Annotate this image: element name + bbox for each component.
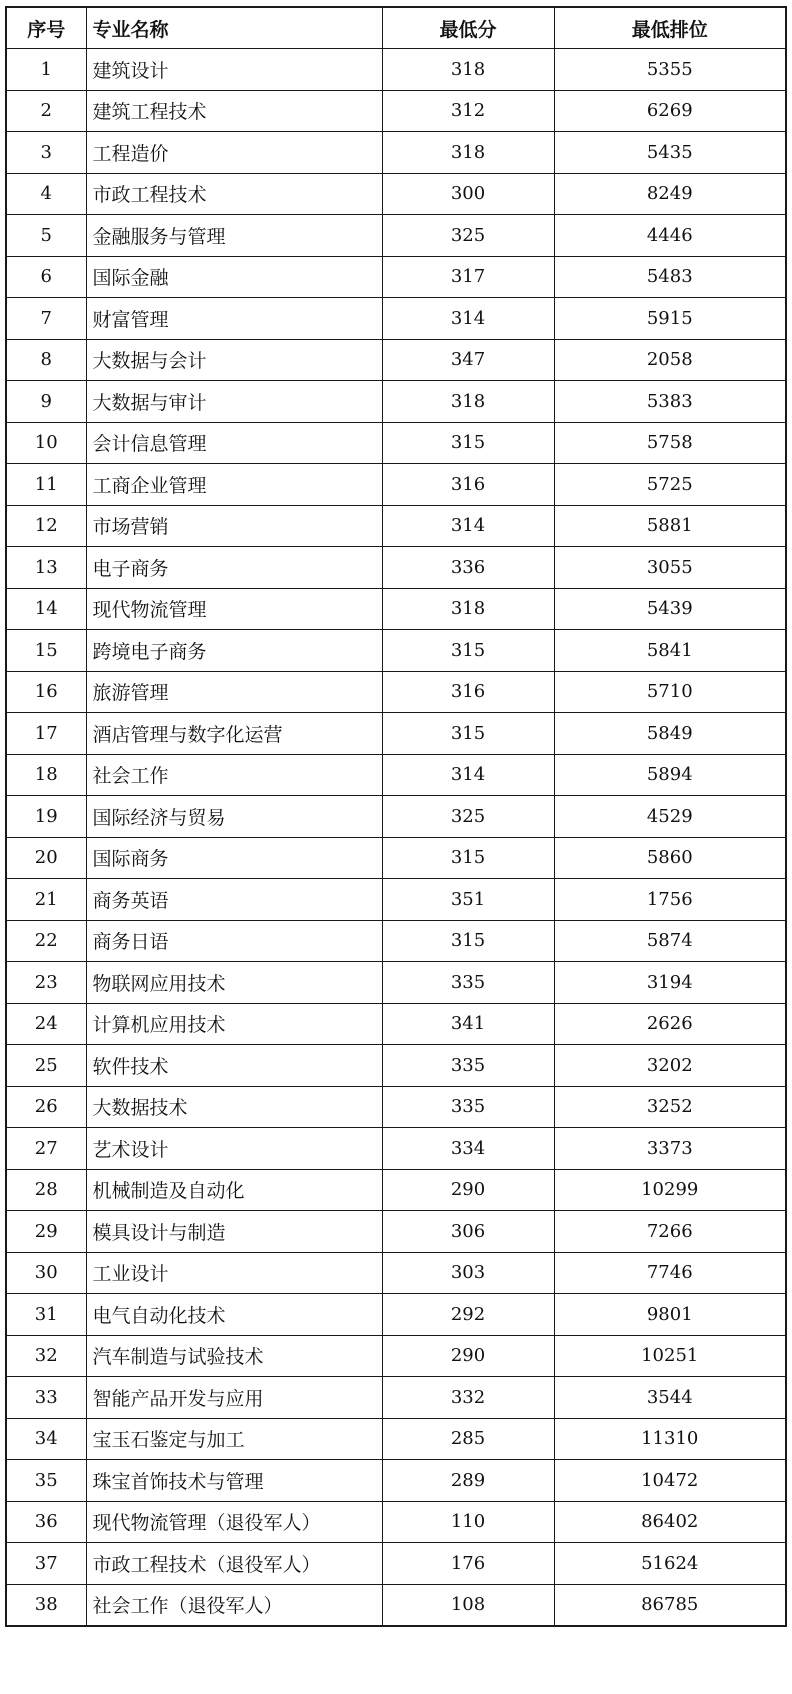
row-major-name-cell: 计算机应用技术 (86, 1003, 382, 1045)
row-min-rank-cell: 3202 (554, 1045, 786, 1087)
row-min-score-cell: 316 (382, 464, 554, 506)
row-index-cell: 16 (6, 671, 86, 713)
row-index-cell: 22 (6, 920, 86, 962)
table-row (6, 298, 786, 340)
row-major-name-cell: 市政工程技术（退役军人） (86, 1543, 382, 1585)
row-min-rank-cell: 7746 (554, 1252, 786, 1294)
row-index-cell: 33 (6, 1377, 86, 1419)
row-major-name-cell: 国际经济与贸易 (86, 796, 382, 838)
table-row (6, 1418, 786, 1460)
row-min-rank-cell: 3055 (554, 547, 786, 589)
admission-score-table (5, 6, 787, 1627)
row-min-score-cell: 332 (382, 1377, 554, 1419)
row-index-cell: 5 (6, 215, 86, 257)
table-row (6, 962, 786, 1004)
row-min-rank-cell: 86785 (554, 1584, 786, 1626)
row-min-rank-cell: 5915 (554, 298, 786, 340)
table-row (6, 381, 786, 423)
row-min-score-cell: 335 (382, 962, 554, 1004)
row-index-cell: 15 (6, 630, 86, 672)
row-major-name-cell: 建筑设计 (86, 49, 382, 91)
row-min-score-cell: 316 (382, 671, 554, 713)
row-min-rank-cell: 5881 (554, 505, 786, 547)
table-row (6, 1045, 786, 1087)
row-min-rank-cell: 2626 (554, 1003, 786, 1045)
row-major-name-cell: 国际商务 (86, 837, 382, 879)
row-major-name-cell: 财富管理 (86, 298, 382, 340)
row-min-score-cell: 315 (382, 630, 554, 672)
row-min-rank-cell: 10251 (554, 1335, 786, 1377)
row-index-cell: 11 (6, 464, 86, 506)
row-major-name-cell: 市政工程技术 (86, 173, 382, 215)
admission-score-table-wrapper (5, 6, 785, 1627)
row-min-score-cell: 325 (382, 215, 554, 257)
row-min-score-cell: 292 (382, 1294, 554, 1336)
table-row (6, 1543, 786, 1585)
row-index-cell: 24 (6, 1003, 86, 1045)
row-min-rank-cell: 9801 (554, 1294, 786, 1336)
row-min-score-cell: 290 (382, 1169, 554, 1211)
row-index-cell: 25 (6, 1045, 86, 1087)
row-min-rank-cell: 8249 (554, 173, 786, 215)
table-row (6, 1003, 786, 1045)
row-index-cell: 26 (6, 1086, 86, 1128)
row-major-name-cell: 旅游管理 (86, 671, 382, 713)
row-min-rank-cell: 4529 (554, 796, 786, 838)
row-min-score-cell: 300 (382, 173, 554, 215)
row-index-cell: 18 (6, 754, 86, 796)
row-min-score-cell: 318 (382, 381, 554, 423)
row-major-name-cell: 机械制造及自动化 (86, 1169, 382, 1211)
table-row (6, 796, 786, 838)
row-min-score-cell: 285 (382, 1418, 554, 1460)
row-min-rank-cell: 5725 (554, 464, 786, 506)
row-index-cell: 7 (6, 298, 86, 340)
row-min-rank-cell: 5758 (554, 422, 786, 464)
row-index-cell: 19 (6, 796, 86, 838)
row-min-rank-cell: 5841 (554, 630, 786, 672)
header-major-name: 专业名称 (86, 7, 382, 49)
table-row (6, 547, 786, 589)
row-index-cell: 31 (6, 1294, 86, 1336)
table-row (6, 1211, 786, 1253)
row-index-cell: 21 (6, 879, 86, 921)
row-min-rank-cell: 5874 (554, 920, 786, 962)
row-min-score-cell: 314 (382, 754, 554, 796)
table-row (6, 1584, 786, 1626)
row-min-rank-cell: 4446 (554, 215, 786, 257)
table-row (6, 1128, 786, 1170)
row-min-score-cell: 341 (382, 1003, 554, 1045)
row-major-name-cell: 珠宝首饰技术与管理 (86, 1460, 382, 1502)
row-major-name-cell: 大数据技术 (86, 1086, 382, 1128)
row-index-cell: 2 (6, 90, 86, 132)
row-major-name-cell: 大数据与审计 (86, 381, 382, 423)
table-row (6, 1377, 786, 1419)
row-min-score-cell: 336 (382, 547, 554, 589)
row-min-score-cell: 176 (382, 1543, 554, 1585)
row-major-name-cell: 商务英语 (86, 879, 382, 921)
row-major-name-cell: 大数据与会计 (86, 339, 382, 381)
row-major-name-cell: 电气自动化技术 (86, 1294, 382, 1336)
table-row (6, 464, 786, 506)
row-min-rank-cell: 5860 (554, 837, 786, 879)
row-min-score-cell: 314 (382, 298, 554, 340)
row-index-cell: 14 (6, 588, 86, 630)
table-row (6, 256, 786, 298)
row-min-score-cell: 347 (382, 339, 554, 381)
row-min-rank-cell: 51624 (554, 1543, 786, 1585)
row-major-name-cell: 工业设计 (86, 1252, 382, 1294)
row-index-cell: 35 (6, 1460, 86, 1502)
row-min-score-cell: 315 (382, 837, 554, 879)
row-min-rank-cell: 11310 (554, 1418, 786, 1460)
row-index-cell: 9 (6, 381, 86, 423)
row-index-cell: 32 (6, 1335, 86, 1377)
header-row (6, 7, 786, 49)
row-index-cell: 37 (6, 1543, 86, 1585)
row-min-rank-cell: 5439 (554, 588, 786, 630)
row-major-name-cell: 商务日语 (86, 920, 382, 962)
row-min-rank-cell: 5849 (554, 713, 786, 755)
row-index-cell: 17 (6, 713, 86, 755)
row-major-name-cell: 现代物流管理 (86, 588, 382, 630)
row-index-cell: 3 (6, 132, 86, 174)
row-min-score-cell: 325 (382, 796, 554, 838)
table-row (6, 1460, 786, 1502)
row-major-name-cell: 汽车制造与试验技术 (86, 1335, 382, 1377)
row-major-name-cell: 国际金融 (86, 256, 382, 298)
row-major-name-cell: 物联网应用技术 (86, 962, 382, 1004)
table-row (6, 1501, 786, 1543)
row-min-score-cell: 290 (382, 1335, 554, 1377)
row-major-name-cell: 现代物流管理（退役军人） (86, 1501, 382, 1543)
row-index-cell: 1 (6, 49, 86, 91)
row-major-name-cell: 电子商务 (86, 547, 382, 589)
row-index-cell: 23 (6, 962, 86, 1004)
table-body (6, 49, 786, 1626)
row-min-score-cell: 318 (382, 588, 554, 630)
row-min-rank-cell: 5355 (554, 49, 786, 91)
table-row (6, 90, 786, 132)
row-index-cell: 34 (6, 1418, 86, 1460)
header-min-score: 最低分 (382, 7, 554, 49)
table-row (6, 422, 786, 464)
row-min-rank-cell: 6269 (554, 90, 786, 132)
row-min-rank-cell: 1756 (554, 879, 786, 921)
table-row (6, 879, 786, 921)
table-row (6, 630, 786, 672)
row-major-name-cell: 会计信息管理 (86, 422, 382, 464)
row-min-score-cell: 335 (382, 1045, 554, 1087)
row-min-rank-cell: 10299 (554, 1169, 786, 1211)
row-min-rank-cell: 3252 (554, 1086, 786, 1128)
row-index-cell: 6 (6, 256, 86, 298)
row-min-score-cell: 108 (382, 1584, 554, 1626)
row-min-rank-cell: 86402 (554, 1501, 786, 1543)
row-min-rank-cell: 3373 (554, 1128, 786, 1170)
table-row (6, 215, 786, 257)
row-min-rank-cell: 3194 (554, 962, 786, 1004)
row-major-name-cell: 工商企业管理 (86, 464, 382, 506)
row-min-score-cell: 317 (382, 256, 554, 298)
row-index-cell: 36 (6, 1501, 86, 1543)
row-index-cell: 13 (6, 547, 86, 589)
header-index: 序号 (6, 7, 86, 49)
row-min-score-cell: 314 (382, 505, 554, 547)
table-row (6, 754, 786, 796)
row-min-score-cell: 351 (382, 879, 554, 921)
table-row (6, 132, 786, 174)
row-index-cell: 28 (6, 1169, 86, 1211)
row-min-rank-cell: 7266 (554, 1211, 786, 1253)
table-row (6, 837, 786, 879)
table-row (6, 339, 786, 381)
header-min-rank: 最低排位 (554, 7, 786, 49)
row-index-cell: 20 (6, 837, 86, 879)
table-row (6, 920, 786, 962)
table-row (6, 713, 786, 755)
table-row (6, 505, 786, 547)
row-min-score-cell: 315 (382, 422, 554, 464)
table-row (6, 588, 786, 630)
row-index-cell: 30 (6, 1252, 86, 1294)
row-major-name-cell: 艺术设计 (86, 1128, 382, 1170)
row-min-score-cell: 306 (382, 1211, 554, 1253)
table-row (6, 1294, 786, 1336)
row-min-rank-cell: 5383 (554, 381, 786, 423)
row-major-name-cell: 软件技术 (86, 1045, 382, 1087)
row-min-score-cell: 335 (382, 1086, 554, 1128)
row-min-rank-cell: 5435 (554, 132, 786, 174)
row-min-score-cell: 315 (382, 713, 554, 755)
row-major-name-cell: 跨境电子商务 (86, 630, 382, 672)
row-min-score-cell: 318 (382, 132, 554, 174)
row-major-name-cell: 工程造价 (86, 132, 382, 174)
table-row (6, 1335, 786, 1377)
row-major-name-cell: 建筑工程技术 (86, 90, 382, 132)
table-row (6, 671, 786, 713)
row-min-score-cell: 318 (382, 49, 554, 91)
table-row (6, 1252, 786, 1294)
row-min-score-cell: 303 (382, 1252, 554, 1294)
row-index-cell: 4 (6, 173, 86, 215)
row-index-cell: 38 (6, 1584, 86, 1626)
row-min-score-cell: 315 (382, 920, 554, 962)
row-index-cell: 29 (6, 1211, 86, 1253)
row-major-name-cell: 智能产品开发与应用 (86, 1377, 382, 1419)
row-major-name-cell: 市场营销 (86, 505, 382, 547)
row-min-score-cell: 289 (382, 1460, 554, 1502)
table-row (6, 1169, 786, 1211)
row-index-cell: 10 (6, 422, 86, 464)
row-min-rank-cell: 10472 (554, 1460, 786, 1502)
row-index-cell: 27 (6, 1128, 86, 1170)
row-min-rank-cell: 5710 (554, 671, 786, 713)
table-row (6, 49, 786, 91)
row-min-score-cell: 312 (382, 90, 554, 132)
row-min-rank-cell: 2058 (554, 339, 786, 381)
row-major-name-cell: 金融服务与管理 (86, 215, 382, 257)
row-major-name-cell: 酒店管理与数字化运营 (86, 713, 382, 755)
row-index-cell: 12 (6, 505, 86, 547)
row-major-name-cell: 模具设计与制造 (86, 1211, 382, 1253)
row-major-name-cell: 社会工作 (86, 754, 382, 796)
row-index-cell: 8 (6, 339, 86, 381)
row-min-score-cell: 110 (382, 1501, 554, 1543)
row-major-name-cell: 宝玉石鉴定与加工 (86, 1418, 382, 1460)
table-row (6, 1086, 786, 1128)
table-header (6, 7, 786, 49)
row-min-score-cell: 334 (382, 1128, 554, 1170)
row-min-rank-cell: 3544 (554, 1377, 786, 1419)
table-row (6, 173, 786, 215)
row-min-rank-cell: 5483 (554, 256, 786, 298)
row-major-name-cell: 社会工作（退役军人） (86, 1584, 382, 1626)
row-min-rank-cell: 5894 (554, 754, 786, 796)
